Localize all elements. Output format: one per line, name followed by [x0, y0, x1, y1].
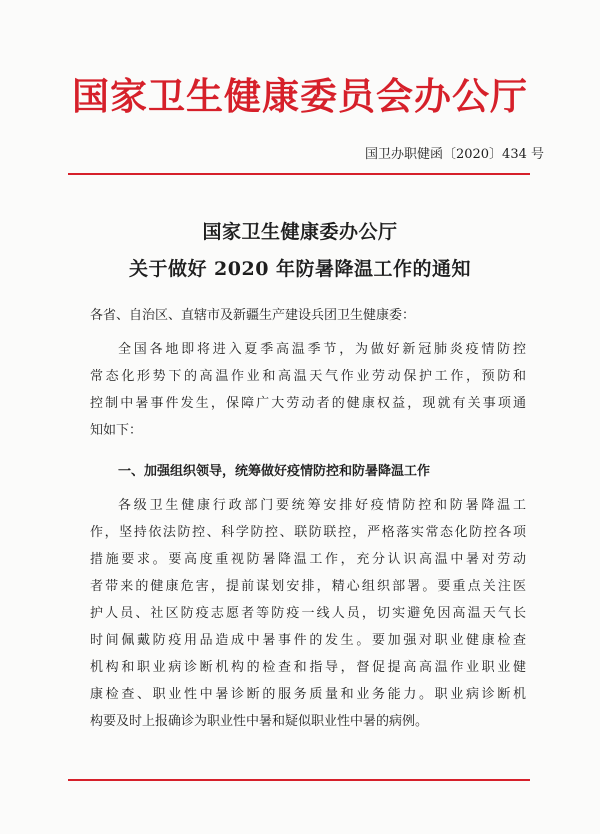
- paragraph-line: 时间佩戴防疫用品造成中暑事件的发生。要加强对职业健康检查: [90, 633, 526, 648]
- paragraph-line: 知如下：: [90, 423, 143, 438]
- paragraph-line: 措施要求。要高度重视防暑降温工作，充分认识高温中暑对劳动: [90, 552, 526, 567]
- paragraph-line: 各级卫生健康行政部门要统筹安排好疫情防控和防暑降温工: [118, 498, 526, 513]
- paragraph-line: 者带来的健康危害，提前谋划安排，精心组织部署。要重点关注医: [90, 579, 526, 594]
- paragraph-line: 康检查、职业性中暑诊断的服务质量和业务能力。职业病诊断机: [90, 687, 526, 702]
- document-number: 国卫办职健函〔2020〕434 号: [364, 147, 544, 162]
- header-separator-line: [68, 173, 530, 175]
- paragraph-line: 构要及时上报确诊为职业性中暑和疑似职业性中暑的病例。: [90, 714, 429, 729]
- section-heading: 一、加强组织领导，统筹做好疫情防控和防暑降温工作: [118, 464, 431, 479]
- paragraph-line: 全国各地即将进入夏季高温季节，为做好新冠肺炎疫情防控: [118, 342, 526, 357]
- paragraph-line: 控制中暑事件发生，保障广大劳动者的健康权益，现就有关事项通: [90, 396, 526, 411]
- footer-separator-line: [68, 779, 530, 781]
- paragraph-line: 机构和职业病诊断机构的检查和指导，督促提高高温作业职业健: [90, 660, 526, 675]
- paragraph-line: 作，坚持依法防控、科学防控、联防联控，严格落实常态化防控各项: [90, 525, 526, 540]
- paragraph-line: 护人员、社区防疫志愿者等防疫一线人员，切实避免因高温天气长: [90, 606, 526, 621]
- document-title-line-2: 关于做好 2020 年防暑降温工作的通知: [128, 258, 472, 280]
- salutation: 各省、自治区、直辖市及新疆生产建设兵团卫生健康委：: [90, 308, 416, 323]
- issuing-office-header: 国家卫生健康委员会办公厅: [72, 74, 528, 118]
- document-title-line-1: 国家卫生健康委办公厅: [202, 221, 398, 243]
- paragraph-line: 常态化形势下的高温作业和高温天气作业劳动保护工作，预防和: [90, 369, 526, 384]
